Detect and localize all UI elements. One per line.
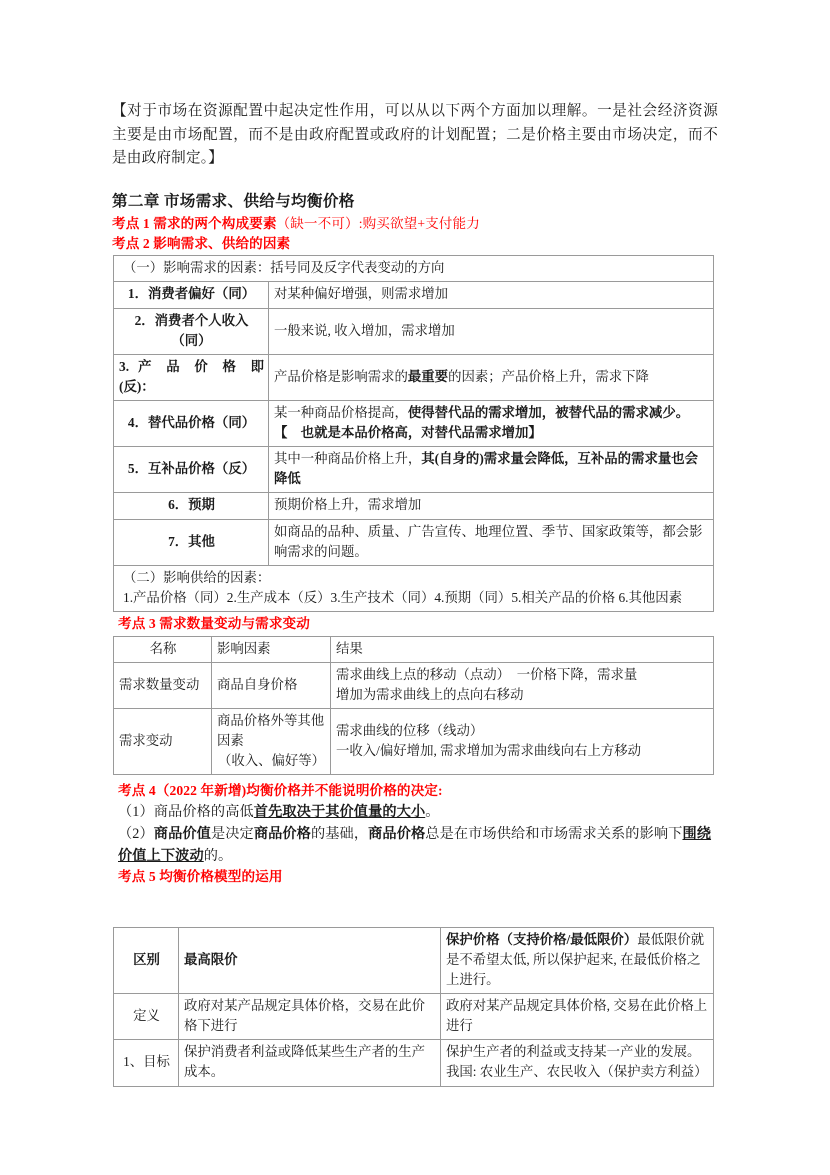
kaodian-4-item-2-p4: 总是在市场供给和市场需求关系的影响下: [425, 826, 683, 843]
table-row: [114, 709, 714, 775]
compare-row-1-col3-plain: 最低限价就是不希望太低, 所以保护起来, 在最低价格之上进行。: [446, 931, 705, 987]
factor-3-desc-post: 的因素；产品价格上升，需求下降: [448, 368, 649, 384]
row-1-name: 需求数量变动: [114, 662, 212, 708]
section-two-header: （二）影响供给的因素：: [123, 569, 271, 585]
factor-7-label: 7．其他: [114, 519, 269, 565]
kaodian-4-item-2-p3: 的基础，: [310, 826, 369, 843]
kaodian-4-item-1-post: 。: [425, 804, 440, 821]
intro-paragraph: 【对于市场在资源配置中起决定性作用，可以从以下两个方面加以理解。一是社会经济资源主要是由市场配置，而不是由政府配置或政府的计划配置；二是价格主要由市场决定，而不是由政府制定。】: [112, 103, 718, 167]
compare-row-2-col2: 政府对某产品规定具体价格，交易在此价格下进行: [179, 994, 441, 1040]
factor-3-desc-emphasis: 最重要: [407, 368, 449, 384]
kaodian-4-item-2-b3: 商品价格: [368, 826, 426, 843]
compare-row-3-col3-line1: 保护生产者的利益或支持某一产业的发展。: [446, 1044, 701, 1060]
column-header-result: 结果: [331, 636, 714, 662]
row-2-factor-line2: （收入、偏好等）: [217, 753, 326, 769]
factor-2-desc: 一般来说, 收入增加，需求增加: [269, 308, 714, 354]
kaodian-1-trailing: （缺一不可）:购买欲望+支付能力: [276, 215, 480, 231]
row-2-result-line2: 一收入/偏好增加, 需求增加为需求曲线向右上方移动: [336, 743, 642, 759]
table-row: [114, 256, 714, 282]
factor-5-desc: [269, 447, 714, 493]
row-1-result-line2: 增加为需求曲线上的点向右移动: [336, 686, 524, 702]
kaodian-4-item-2: [112, 823, 718, 867]
table-row: [114, 400, 714, 446]
row-2-result: [331, 709, 714, 775]
factor-5-desc-emphasis: 其(自身的)需求量会降低，互补品的需求量也会降低: [274, 451, 699, 487]
kaodian-4-item-2-p2: 是决定: [210, 826, 254, 843]
kaodian-4-item-2-p1: （2）: [118, 826, 154, 843]
column-header-factor: 影响因素: [212, 636, 331, 662]
kaodian-4-item-2-p5: 的。: [203, 848, 233, 865]
kaodian-2-heading: 考点 2 影响需求、供给的因素: [112, 235, 291, 251]
demand-change-table: [113, 636, 714, 776]
factor-4-label: 4．替代品价格（同）: [114, 400, 269, 446]
factor-3-label-line2: (反)：: [119, 378, 155, 394]
section-two-block: [114, 565, 714, 611]
row-1-result: [331, 662, 714, 708]
factor-5-desc-pre: 其中一种商品价格上升，: [274, 451, 422, 467]
kaodian-5-heading: 考点 5 均衡价格模型的运用: [118, 869, 283, 885]
row-2-name: 需求变动: [114, 709, 212, 775]
section-two-body: 1.产品价格（同）2.生产成本（反）3.生产技术（同）4.预期（同）5.相关产品的价格 6.其他因素: [123, 589, 683, 605]
table-row: [114, 493, 714, 519]
row-1-result-line1: 需求曲线上点的移动（点动） 一价格下降，需求量: [336, 666, 638, 682]
chapter-title: 第二章 市场需求、供给与均衡价格: [112, 192, 355, 210]
row-1-factor: 商品自身价格: [212, 662, 331, 708]
kaodian-1-label: 考点 1 需求的两个构成要素: [112, 215, 277, 231]
kaodian-1-heading: [112, 214, 718, 234]
kaodian-4-item-1: [112, 801, 718, 823]
row-2-factor-line1: 商品价格外等其他因素: [217, 713, 325, 749]
spacer: [112, 887, 718, 925]
factor-1-desc: 对某种偏好增强，则需求增加: [269, 282, 714, 308]
kaodian-4-item-2-b1: 商品价值: [153, 826, 211, 843]
table-header-row: [114, 636, 714, 662]
factor-7-desc: 如商品的品种、质量、广告宣传、地理位置、季节、国家政策等，都会影响需求的问题。: [269, 519, 714, 565]
table-row: [114, 282, 714, 308]
kaodian-4-heading: 考点 4（2022 年新增)均衡价格并不能说明价格的决定:: [118, 783, 443, 799]
compare-row-1-label: 区别: [114, 927, 179, 993]
table-row: [114, 1040, 714, 1086]
kaodian-3-heading: 考点 3 需求数量变动与需求变动: [118, 615, 310, 631]
price-control-compare-table: [113, 927, 714, 1087]
demand-factors-table: [113, 255, 714, 612]
kaodian-4-item-2-emphasis: 围绕价值上下波动: [118, 826, 712, 865]
factor-6-label: 6．预期: [114, 493, 269, 519]
compare-row-3-col2: 保护消费者利益或降低某些生产者的生产成本。: [179, 1040, 441, 1086]
factor-4-desc-emphasis: 使得替代品的需求增加，被替代品的需求减少。: [407, 404, 690, 420]
table-row: [114, 565, 714, 611]
table-row: [114, 447, 714, 493]
table-row: [114, 662, 714, 708]
factor-6-desc: 预期价格上升，需求增加: [269, 493, 714, 519]
compare-row-3-label: 1、目标: [114, 1040, 179, 1086]
factor-3-label: [114, 354, 269, 400]
factor-3-desc-pre: 产品价格是影响需求的: [274, 368, 408, 384]
compare-row-3-col3-line2: 我国: 农业生产、农民收入（保护卖方利益）: [446, 1064, 708, 1080]
table-row: [114, 519, 714, 565]
factor-4-desc-pre: 某一种商品价格提高，: [274, 404, 408, 420]
compare-row-2-label: 定义: [114, 994, 179, 1040]
table-row: [114, 994, 714, 1040]
row-2-result-line1: 需求曲线的位移（线动）: [336, 723, 484, 739]
compare-row-1-col2: 最高限价: [179, 927, 441, 993]
compare-row-1-col3: [441, 927, 714, 993]
row-2-factor: [212, 709, 331, 775]
kaodian-4-item-2-b2: 商品价格: [253, 826, 311, 843]
table-row: [114, 308, 714, 354]
table-row: [114, 927, 714, 993]
factor-4-desc-note: 【 也就是本品价格高，对替代品需求增加】: [274, 425, 542, 441]
column-header-name: 名称: [114, 636, 212, 662]
factor-3-label-line1: 3. 产 品 价 格 即: [119, 358, 264, 374]
table-row: [114, 354, 714, 400]
compare-row-3-col3: [441, 1040, 714, 1086]
factor-2-label: [114, 308, 269, 354]
factor-4-desc: [269, 400, 714, 446]
factor-2-label-line1: 2．消费者个人收入: [134, 312, 249, 328]
compare-row-2-col3: 政府对某产品规定具体价格, 交易在此价格上进行: [441, 994, 714, 1040]
kaodian-4-item-1-emphasis: 首先取决于其价值量的大小: [253, 804, 426, 821]
factor-3-desc: [269, 354, 714, 400]
compare-row-1-col3-emphasis: 保护价格（支持价格/最低限价）: [446, 931, 638, 947]
kaodian-4-item-1-pre: （1）商品价格的高低: [118, 804, 254, 821]
factor-1-label: 1．消费者偏好（同）: [114, 282, 269, 308]
section-one-header: （一）影响需求的因素：括号同及反字代表变动的方向: [114, 256, 714, 282]
factor-2-label-line2: （同）: [171, 332, 212, 348]
factor-5-label: 5．互补品价格（反）: [114, 447, 269, 493]
